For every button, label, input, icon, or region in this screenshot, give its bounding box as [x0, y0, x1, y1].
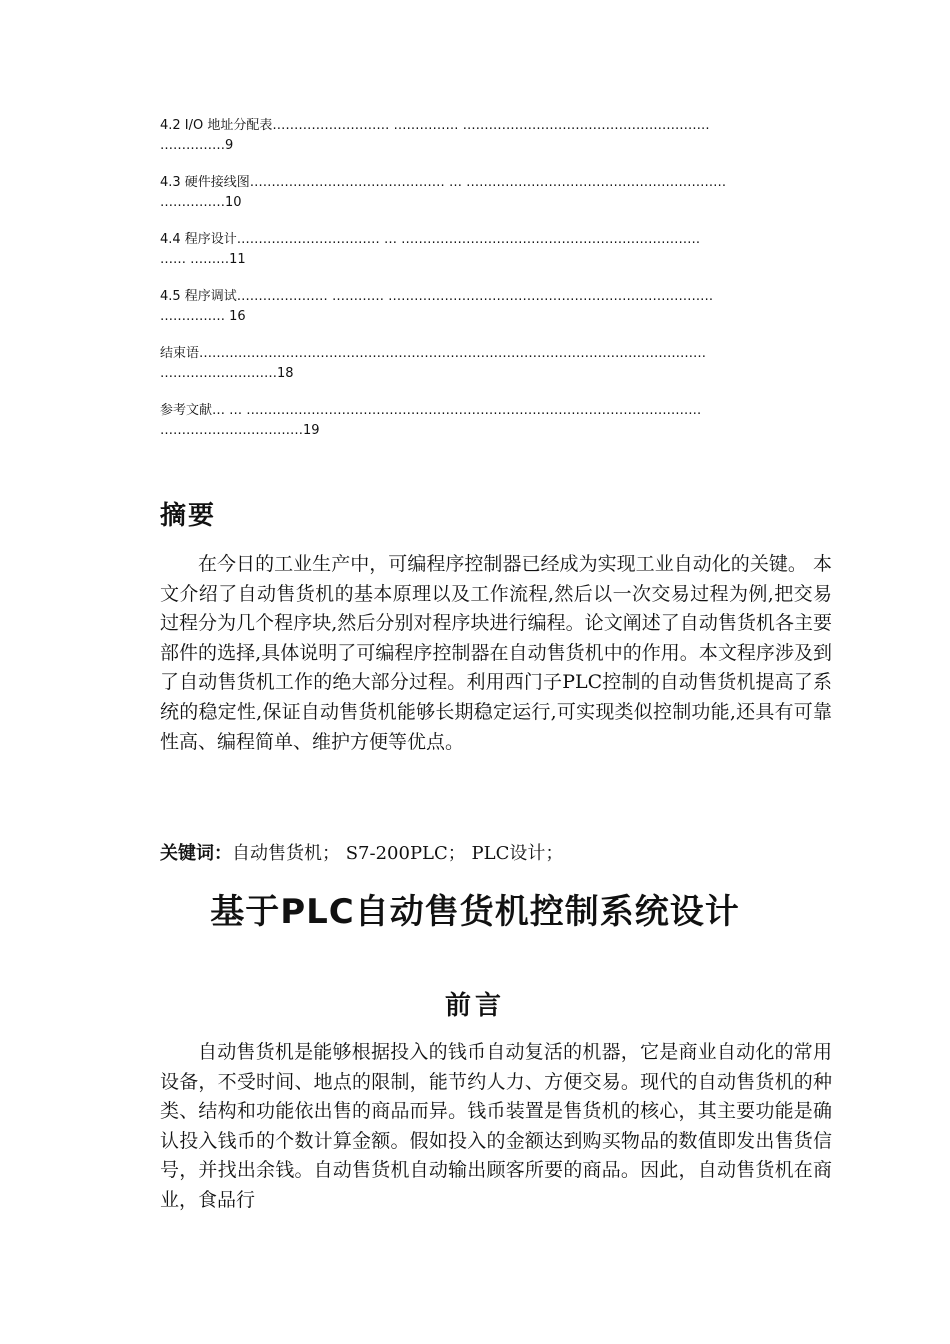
toc-entry-text: 4.2 I/O 地址分配表……………………… …………… …………………………………………………	[160, 118, 710, 133]
toc-entry-4-3[interactable]	[160, 172, 840, 212]
toc-entry-conclusion[interactable]	[160, 343, 840, 383]
toc-entry-page: ……………………………19	[160, 423, 320, 438]
page-title: 基于PLC自动售货机控制系统设计	[210, 892, 740, 932]
abstract-heading: 摘要	[160, 501, 217, 531]
toc-entry-text: 4.4 程序设计…………………………… … ……………………………………………………………	[160, 232, 701, 247]
toc-entry-page: …… ………11	[160, 252, 246, 267]
toc-entry-references[interactable]	[160, 400, 840, 440]
toc-entry-4-4[interactable]	[160, 229, 840, 269]
preface-body: 自动售货机是能够根据投入的钱币自动复活的机器，它是商业自动化的常用设备，不受时间、地点的限制，能节约人力、方便交易。现代的自动售货机的种类、结构和功能依出售的商品而异。钱币装置是售货机的核心，其主要功能是确认投入钱币的个数计算金额。假如投入的金额达到购买物品的数值即发出售货信号，并找出余钱。自动售货机自动输出顾客所要的商品。因此，自动售货机在商业，食品行	[160, 1041, 832, 1211]
toc-entry-page: ………………………18	[160, 366, 294, 381]
toc-entry-4-2[interactable]	[160, 115, 840, 155]
toc-entry-text: 4.5 程序调试………………… ………… …………………………………………………………………	[160, 289, 714, 304]
toc-entry-page: ……………9	[160, 138, 234, 153]
toc-entry-page: …………… 16	[160, 309, 246, 324]
preface-heading: 前言	[444, 991, 505, 1021]
toc-entry-4-5[interactable]	[160, 286, 840, 326]
toc-entry-text: 参考文献… … ……………………………………………………………………………………………	[160, 403, 702, 418]
keywords-items: 自动售货机； S7-200PLC； PLC设计；	[232, 843, 564, 864]
toc-entry-text: 结束语………………………………………………………………………………………………………	[160, 346, 707, 361]
toc-entry-text: 4.3 硬件接线图……………………………………… … ……………………………………………………	[160, 175, 727, 190]
keywords-line	[160, 840, 563, 868]
toc-entry-page: ……………10	[160, 195, 242, 210]
abstract-body: 在今日的工业生产中，可编程序控制器已经成为实现工业自动化的关键。 本文介绍了自动售货机的基本原理以及工作流程,然后以一次交易过程为例,把交易过程分为几个程序块,然后分别对程序块进行编程。论文阐述了自动售货机各主要部件的选择,具体说明了可编程序控制器在自动售货机中的作用。本文程序涉及到了自动售货机工作的绝大部分过程。利用西门子PLC控制的自动售货机提高了系统的稳定性,保证自动售货机能够长期稳定运行,可实现类似控制功能,还具有可靠性高、编程简单、维护方便等优点。	[160, 553, 832, 753]
keywords-label: 关键词：	[160, 843, 232, 864]
